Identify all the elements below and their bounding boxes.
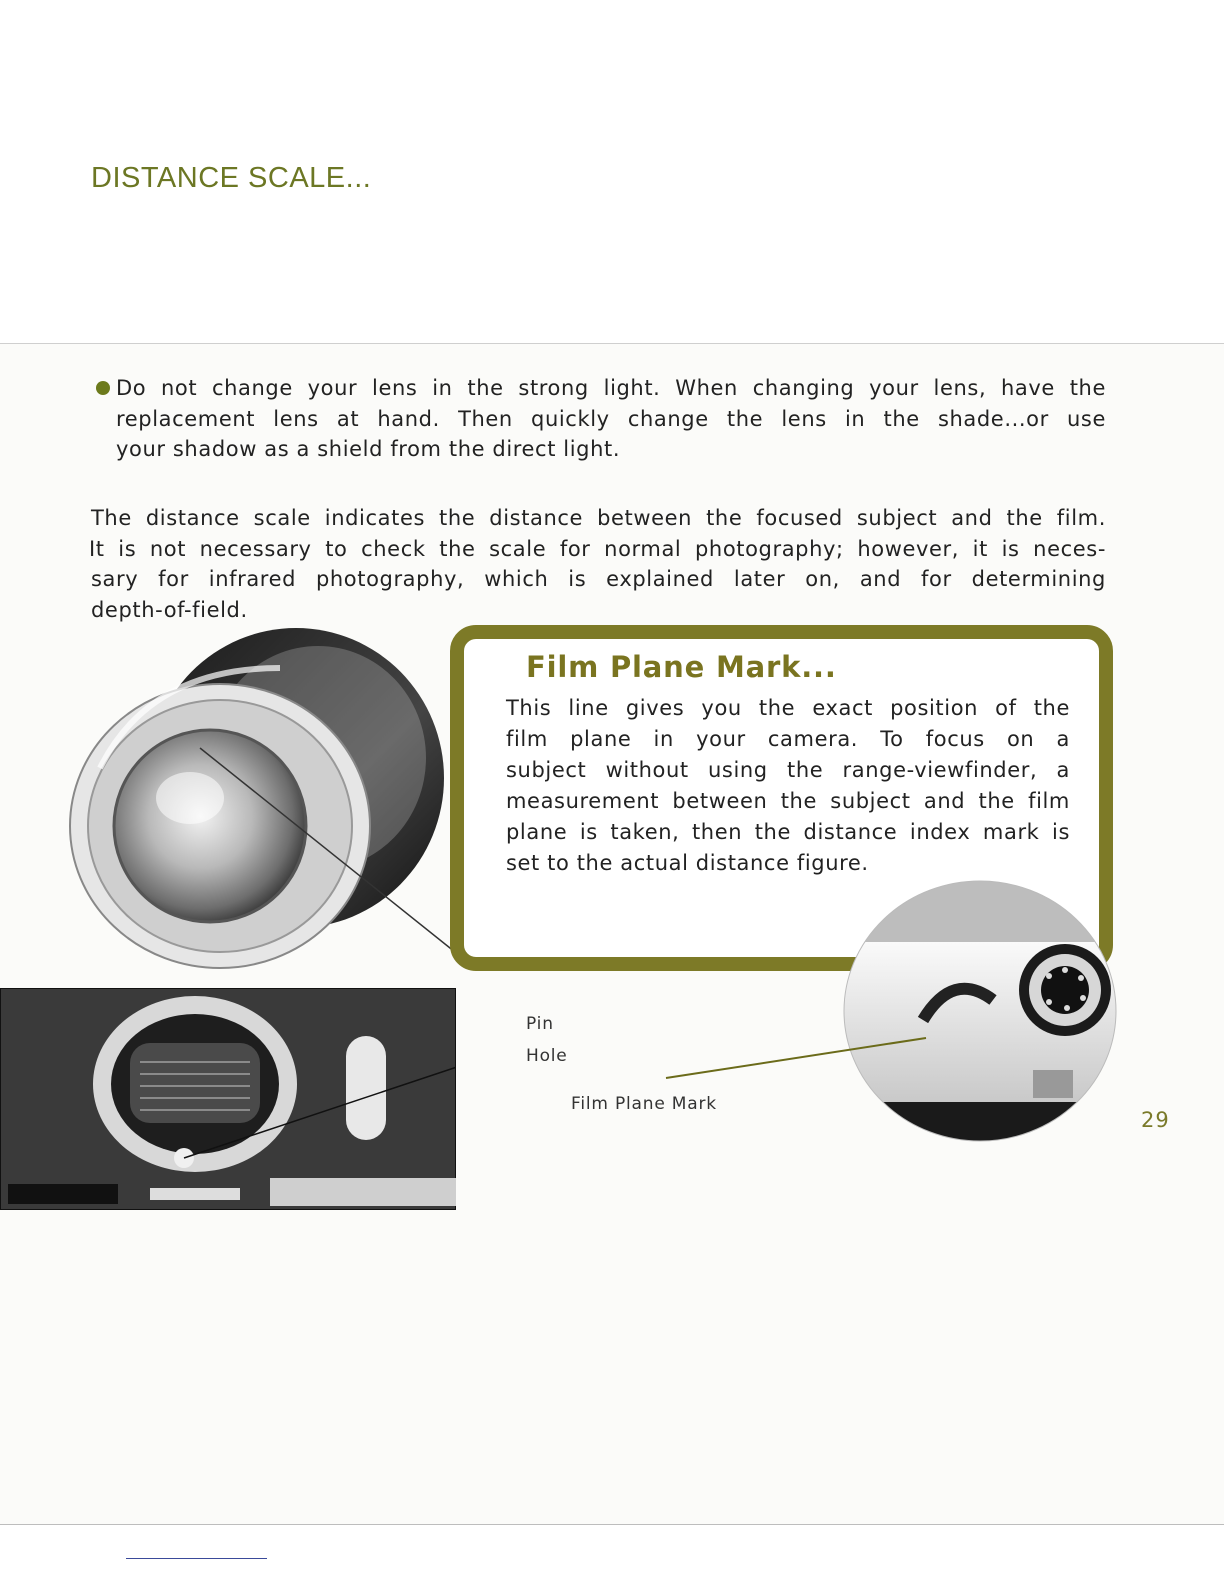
- distance-paragraph-line-3: [91, 564, 1106, 595]
- bullet-dot: [96, 381, 110, 395]
- lens-photo: [60, 628, 460, 973]
- text-line: depth-of-field.: [91, 597, 248, 622]
- text-line: sary for infrared photography, which is explained later on, and for determining: [91, 567, 1106, 591]
- camera-mount-photo: [0, 988, 456, 1210]
- callout-line-4: [506, 786, 1070, 817]
- film-plane-mark-label: Film Plane Mark: [571, 1094, 717, 1114]
- bullet-paragraph-last: [116, 434, 1106, 465]
- distance-paragraph-line-1: [91, 503, 1106, 534]
- callout-line-6: [506, 848, 1070, 879]
- camera-top-photo: [843, 880, 1117, 1142]
- section-heading: DISTANCE SCALE...: [91, 162, 372, 194]
- callout-line-1: [506, 693, 1070, 724]
- film-plane-leader-line: [660, 1030, 960, 1090]
- text-line: The distance scale indicates the distance between the focused subject and the film.: [91, 506, 1106, 530]
- text-line: film plane in your camera. To focus on a: [506, 727, 1070, 751]
- text-line: This line gives you the exact position of the: [506, 696, 1070, 720]
- distance-paragraph-line-4: [91, 595, 1106, 626]
- text-line: plane is taken, then the distance index mark is: [506, 820, 1070, 844]
- text-line: Do not change your lens in the strong light. When changing your lens, have the: [116, 376, 1106, 400]
- text-line: It is not necessary to check the scale for normal photography; however, it is neces-: [89, 536, 1106, 561]
- callout-title: Film Plane Mark...: [526, 650, 837, 684]
- footer-rule: [126, 1558, 267, 1559]
- callout-line-5: [506, 817, 1070, 848]
- page-number: 29: [1141, 1108, 1170, 1132]
- callout-line-2: [506, 724, 1070, 755]
- distance-paragraph-line-2: [89, 534, 1106, 565]
- pin-label: Pin: [526, 1014, 554, 1034]
- text-line: replacement lens at hand. Then quickly change the lens in the shade...or use: [116, 406, 1106, 431]
- bullet-paragraph: [116, 373, 1106, 404]
- text-line: measurement between the subject and the film: [506, 789, 1070, 813]
- bullet-paragraph-cont: [116, 404, 1106, 435]
- text-line: subject without using the range-viewfinder, a: [506, 758, 1070, 782]
- text-line: set to the actual distance figure.: [506, 851, 869, 875]
- callout-line-3: [506, 755, 1070, 786]
- hole-label: Hole: [526, 1046, 568, 1066]
- text-line: your shadow as a shield from the direct light.: [116, 437, 621, 461]
